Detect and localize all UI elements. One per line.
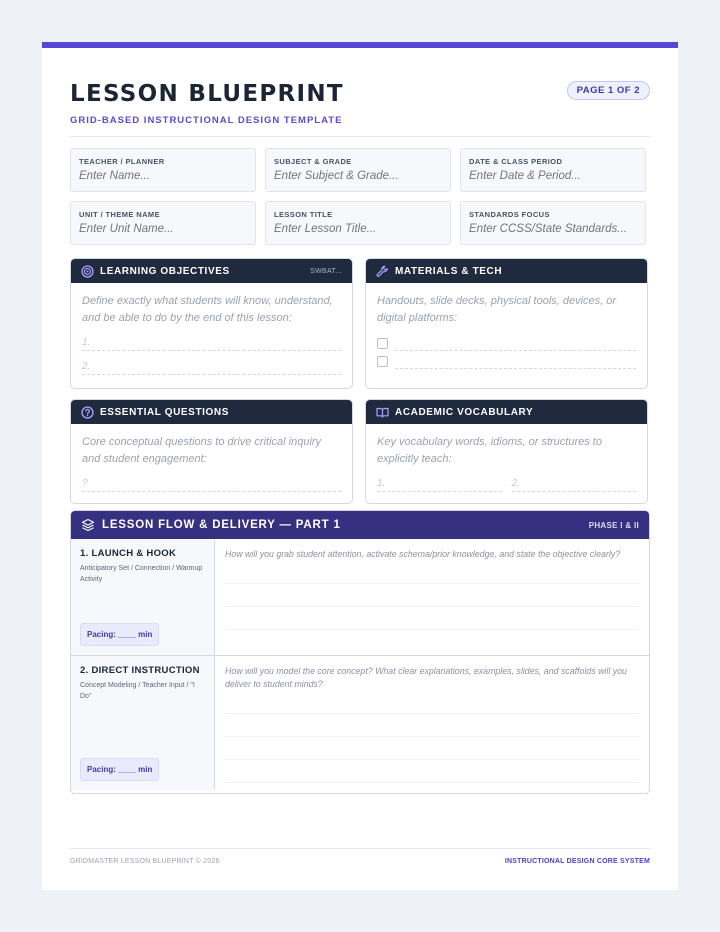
- writing-line[interactable]: [225, 760, 639, 783]
- layers-icon: [81, 518, 95, 532]
- vocabulary-line[interactable]: 2.: [512, 468, 637, 492]
- card-tag: SWBAT...: [310, 267, 342, 275]
- card-description: Core conceptual questions to drive critical inquiry and student engagement:: [82, 436, 322, 465]
- material-line[interactable]: [395, 356, 636, 369]
- open-book-icon: [376, 406, 389, 419]
- field-label: SUBJECT & GRADE: [274, 157, 352, 166]
- card-header: [366, 259, 647, 283]
- step-notes[interactable]: [225, 665, 639, 772]
- lesson-page: [42, 42, 678, 890]
- material-item: [377, 351, 636, 369]
- date-field[interactable]: [460, 148, 646, 192]
- pacing-field[interactable]: Pacing: ____ min: [80, 758, 159, 781]
- page-number-badge: PAGE 1 OF 2: [567, 81, 650, 100]
- unit-input[interactable]: [79, 223, 247, 235]
- material-line[interactable]: [395, 338, 636, 351]
- step-info: [71, 539, 215, 655]
- card-title: LEARNING OBJECTIVES: [100, 265, 230, 277]
- field-label: DATE & CLASS PERIOD: [469, 157, 563, 166]
- flow-step-direct-instruction: [71, 655, 649, 772]
- field-label: STANDARDS FOCUS: [469, 210, 550, 219]
- essential-questions-card: [70, 399, 353, 504]
- writing-line[interactable]: [225, 737, 639, 760]
- lesson-flow-section: [70, 510, 650, 794]
- teacher-field[interactable]: [70, 148, 256, 192]
- step-subtitle: Anticipatory Set / Connection / Warmup Activity: [80, 565, 203, 583]
- field-label: LESSON TITLE: [274, 210, 333, 219]
- subject-input[interactable]: [274, 170, 442, 182]
- subject-field[interactable]: [265, 148, 451, 192]
- learning-objectives-card: [70, 258, 353, 389]
- materials-card: [365, 258, 648, 389]
- step-title: 1. LAUNCH & HOOK: [80, 548, 177, 559]
- card-description: Define exactly what students will know, understand, and be able to do by the end of this lesson:: [82, 295, 333, 324]
- question-circle-icon: [81, 406, 94, 419]
- card-header: [71, 259, 352, 283]
- lesson-title-field[interactable]: [265, 201, 451, 245]
- academic-vocabulary-card: [365, 399, 648, 504]
- step-prompt: How will you model the core concept? What clear explanations, examples, slides, and scaffolds will you deliver to student minds?: [225, 666, 627, 689]
- writing-line[interactable]: [225, 561, 639, 584]
- card-title: MATERIALS & TECH: [395, 265, 503, 277]
- footer-divider: [70, 848, 650, 849]
- teacher-input[interactable]: [79, 170, 247, 182]
- pacing-field[interactable]: Pacing: ____ min: [80, 623, 159, 646]
- writing-line[interactable]: [225, 607, 639, 630]
- step-prompt: How will you grab student attention, activate schema/prior knowledge, and state the objective clearly?: [225, 549, 621, 559]
- step-notes[interactable]: [225, 548, 639, 655]
- header-divider: [70, 136, 650, 137]
- unit-field[interactable]: [70, 201, 256, 245]
- question-line[interactable]: ?: [82, 468, 341, 492]
- step-subtitle: Concept Modeling / Teacher Input / "I Do": [80, 682, 195, 700]
- standards-input[interactable]: [469, 223, 637, 235]
- writing-line[interactable]: [225, 584, 639, 607]
- card-title: ACADEMIC VOCABULARY: [395, 406, 534, 418]
- card-header: [366, 400, 647, 424]
- card-description: Handouts, slide decks, physical tools, devices, or digital platforms:: [377, 295, 617, 324]
- flow-header: [71, 511, 649, 539]
- page-title: LESSON BLUEPRINT: [70, 81, 344, 107]
- page-header: [70, 81, 650, 126]
- vocabulary-line[interactable]: 1.: [377, 468, 502, 492]
- page-subtitle: GRID-BASED INSTRUCTIONAL DESIGN TEMPLATE: [70, 115, 343, 126]
- objective-line[interactable]: 2.: [82, 351, 341, 375]
- flow-step-launch: [71, 539, 649, 655]
- flow-title: LESSON FLOW & DELIVERY — PART 1: [102, 519, 341, 531]
- standards-field[interactable]: [460, 201, 646, 245]
- field-label: TEACHER / PLANNER: [79, 157, 165, 166]
- card-description: Key vocabulary words, idioms, or structures to explicitly teach:: [377, 436, 602, 465]
- material-item: [377, 333, 636, 351]
- objective-line[interactable]: 1.: [82, 327, 341, 351]
- card-title: ESSENTIAL QUESTIONS: [100, 406, 230, 418]
- step-info: [71, 656, 215, 790]
- writing-line[interactable]: [225, 691, 639, 714]
- step-title: 2. DIRECT INSTRUCTION: [80, 665, 200, 676]
- material-checkbox[interactable]: [377, 338, 388, 349]
- card-header: [71, 400, 352, 424]
- footer-system-label: INSTRUCTIONAL DESIGN CORE SYSTEM: [504, 858, 650, 865]
- material-checkbox[interactable]: [377, 356, 388, 367]
- field-label: UNIT / THEME NAME: [79, 210, 160, 219]
- wrench-icon: [376, 265, 389, 278]
- target-icon: [81, 265, 94, 278]
- flow-phase-tag: PHASE I & II: [588, 520, 639, 530]
- lesson-title-input[interactable]: [274, 223, 442, 235]
- date-input[interactable]: [469, 170, 637, 182]
- writing-line[interactable]: [225, 714, 639, 737]
- footer-copyright: GRIDMASTER LESSON BLUEPRINT © 2026: [70, 858, 220, 865]
